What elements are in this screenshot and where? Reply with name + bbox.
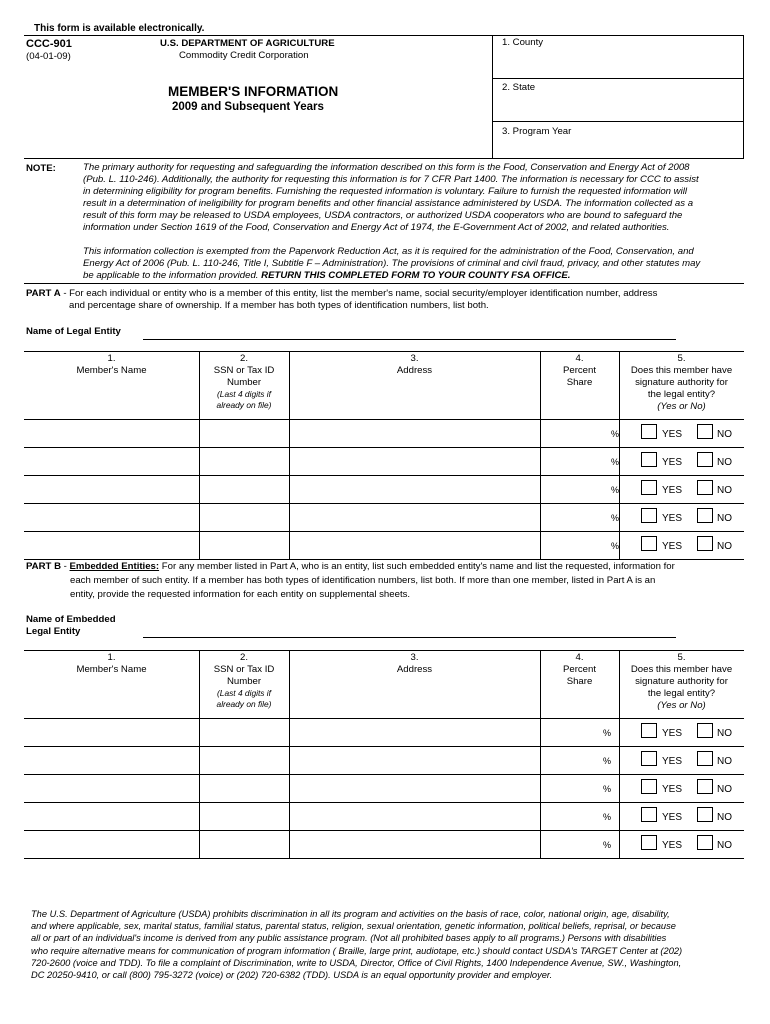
text-line: (Pub. L. 110-246). Additionally, the authority for requesting this information is for 7 CFR Part 1400. The information is necessary for CCC to assist — [83, 174, 699, 185]
legal-entity-label: Name of Legal Entity — [26, 326, 121, 337]
no-checkbox[interactable] — [697, 424, 713, 439]
part-a-col-ssn-tax-id-header: 2. SSN or Tax ID Number (Last 4 digits if already on file) — [213, 353, 275, 410]
form-title: MEMBER'S INFORMATION — [168, 84, 339, 99]
percent-sign: % — [611, 457, 620, 467]
text-line: information under Section 1619 of the Food, Conservation and Energy Act of 1974, the E-Government Act of 2002, and related authorities. — [83, 222, 670, 233]
embedded-entities-label: Embedded Entities: — [69, 561, 160, 572]
part-b-table-row — [24, 830, 744, 858]
text-line: result of this form may be released to USDA employees, USDA contractors, or authorized USDA cooperators who are bound to safeguard the — [83, 210, 683, 221]
part-b-table-row — [24, 718, 744, 746]
part-a-col-signature-authority-header: 5. Does this member have signature authority for the legal entity? (Yes or No) — [630, 353, 733, 412]
yes-label: YES — [662, 429, 683, 440]
part-a-label: PART A — [26, 288, 61, 299]
note-paragraph-2 — [83, 246, 743, 282]
no-checkbox[interactable] — [697, 751, 713, 766]
part-a-col-percent-share-header: 4. Percent Share — [562, 353, 597, 388]
availability-note: This form is available electronically. — [34, 23, 205, 34]
note-label: NOTE: — [26, 163, 56, 174]
text-line: Energy Act of 2006 (Pub. L. 110-246, Title I, Subtitle F – Administration). The provisions of criminal and civil fraud, privacy, and other statutes may — [83, 258, 701, 269]
text-line: all or part of an individual's income is derived from any public assistance program. (Not all prohibited bases apply to all programs.) Persons with disabilities — [31, 933, 667, 944]
embedded-entity-label-2: Legal Entity — [26, 626, 81, 637]
yes-label: YES — [662, 541, 683, 552]
part-b-intro: PART B - Embedded Entities: For any member listed in Part A, who is an entity, list such embedded entity's name and list the requested, information for — [26, 561, 675, 572]
agency-name: U.S. DEPARTMENT OF AGRICULTURE — [160, 38, 335, 49]
part-a-table-row — [24, 447, 744, 475]
yes-checkbox[interactable] — [641, 807, 657, 822]
form-subtitle: 2009 and Subsequent Years — [172, 101, 324, 113]
no-label: NO — [717, 840, 732, 851]
text-line: and where applicable, sex, marital status, familial status, parental status, religion, sexual orientation, genetic information, political beliefs, reprisal, or because — [31, 921, 676, 932]
legal-entity-input[interactable] — [143, 339, 676, 340]
no-label: NO — [717, 457, 732, 468]
sub-agency-name: Commodity Credit Corporation — [179, 50, 309, 61]
no-label: NO — [717, 812, 732, 823]
part-b-table-row — [24, 774, 744, 802]
part-b-col-members-name-header: 1. Member's Name — [76, 652, 147, 675]
yes-checkbox[interactable] — [641, 723, 657, 738]
percent-sign: % — [603, 728, 612, 738]
yes-label: YES — [662, 756, 683, 767]
note-paragraph-1 — [83, 162, 743, 234]
percent-sign: % — [603, 756, 612, 766]
text-line: result in a determination of ineligibility for program benefits and other financial assistance administered by USDA. The information collected as a — [83, 198, 694, 209]
yes-checkbox[interactable] — [641, 536, 657, 551]
percent-sign: % — [603, 784, 612, 794]
program-year-field[interactable]: 3. Program Year — [502, 126, 572, 137]
no-checkbox[interactable] — [697, 480, 713, 495]
yes-label: YES — [662, 728, 683, 739]
no-checkbox[interactable] — [697, 779, 713, 794]
part-b-intro-line3: entity, provide the requested information for each entity on supplemental sheets. — [70, 589, 411, 600]
part-a-col-address-header: 3. Address — [396, 353, 433, 376]
part-a-intro: PART A - For each individual or entity who is a member of this entity, list the member's name, social security/employer identification number, address — [26, 288, 658, 299]
no-checkbox[interactable] — [697, 723, 713, 738]
no-checkbox[interactable] — [697, 452, 713, 467]
state-field[interactable]: 2. State — [502, 82, 536, 93]
embedded-entity-input[interactable] — [143, 637, 676, 638]
yes-label: YES — [662, 513, 683, 524]
part-b-col-signature-authority-header: 5. Does this member have signature authority for the legal entity? (Yes or No) — [630, 652, 733, 711]
part-b-intro-line2: each member of such entity. If a member has both types of identification numbers, list both. If more than one member, listed in Part A is an — [70, 575, 656, 586]
text-line: The U.S. Department of Agriculture (USDA) prohibits discrimination in all its program and activities on the basis of race, color, national origin, age, disability, — [31, 909, 670, 919]
yes-label: YES — [662, 840, 683, 851]
part-a-table-row — [24, 503, 744, 531]
part-a-table-row — [24, 419, 744, 447]
part-b-col-address-header: 3. Address — [396, 652, 433, 675]
nondiscrimination-statement — [31, 908, 741, 981]
text-line: 720-2600 (voice and TDD). To file a complaint of Discrimination, write to USDA, Director, Office of Civil Rights, 1400 Independence Avenue, SW., Washington, — [31, 957, 682, 968]
no-label: NO — [717, 429, 732, 440]
no-label: NO — [717, 485, 732, 496]
no-label: NO — [717, 728, 732, 739]
county-field[interactable]: 1. County — [502, 37, 544, 48]
text-line: be applicable to the information provided. RETURN THIS COMPLETED FORM TO YOUR COUNTY FSA OFFICE. — [83, 270, 571, 281]
yes-checkbox[interactable] — [641, 508, 657, 523]
percent-sign: % — [603, 812, 612, 822]
text-line: in determining eligibility for program benefits. Furnishing the requested information is voluntary. Failure to furnish the requested information will — [83, 186, 687, 197]
text-line: The primary authority for requesting and safeguarding the information described on this form is the Food, Conservation and Energy Act of 2008 — [83, 162, 690, 173]
no-label: NO — [717, 784, 732, 795]
no-checkbox[interactable] — [697, 807, 713, 822]
yes-checkbox[interactable] — [641, 480, 657, 495]
part-a-col-members-name-header: 1. Member's Name — [76, 353, 147, 376]
return-instruction: RETURN THIS COMPLETED FORM TO YOUR COUNTY FSA OFFICE. — [261, 270, 571, 281]
no-checkbox[interactable] — [697, 536, 713, 551]
percent-sign: % — [611, 541, 620, 551]
text-line: who require alternative means for communication of program information ( Braille, large print, audiotape, etc.) should contact USDA's TARGET Center at (202) — [31, 945, 683, 956]
percent-sign: % — [611, 485, 620, 495]
form-date: (04-01-09) — [26, 51, 71, 62]
part-a-table-row — [24, 475, 744, 503]
yes-label: YES — [662, 485, 683, 496]
part-b-table-row — [24, 746, 744, 774]
yes-label: YES — [662, 812, 683, 823]
percent-sign: % — [603, 840, 612, 850]
no-checkbox[interactable] — [697, 835, 713, 850]
no-label: NO — [717, 541, 732, 552]
no-label: NO — [717, 513, 732, 524]
text-line: DC 20250-9410, or call (800) 795-3272 (voice) or (202) 720-6382 (TDD). USDA is an equal opportunity provider and employer. — [31, 970, 553, 981]
percent-sign: % — [611, 513, 620, 523]
yes-checkbox[interactable] — [641, 452, 657, 467]
part-b-col-percent-share-header: 4. Percent Share — [562, 652, 597, 687]
part-a-intro-line2: and percentage share of ownership. If a member has both types of identification numbers, list both. — [69, 300, 489, 311]
text-line: This information collection is exempted from the Paperwork Reduction Act, as it is required for the administration of the Food, Conservation, and — [83, 246, 694, 257]
part-b-table-row — [24, 802, 744, 830]
percent-sign: % — [611, 429, 620, 439]
part-b-col-ssn-tax-id-header: 2. SSN or Tax ID Number (Last 4 digits if already on file) — [213, 652, 275, 709]
embedded-entity-label-1: Name of Embedded — [26, 614, 116, 625]
no-checkbox[interactable] — [697, 508, 713, 523]
yes-checkbox[interactable] — [641, 779, 657, 794]
yes-checkbox[interactable] — [641, 835, 657, 850]
no-label: NO — [717, 756, 732, 767]
part-b-label: PART B — [26, 561, 61, 572]
form-number: CCC-901 — [26, 38, 72, 50]
yes-checkbox[interactable] — [641, 751, 657, 766]
yes-label: YES — [662, 457, 683, 468]
part-a-table-row — [24, 531, 744, 559]
yes-checkbox[interactable] — [641, 424, 657, 439]
yes-label: YES — [662, 784, 683, 795]
